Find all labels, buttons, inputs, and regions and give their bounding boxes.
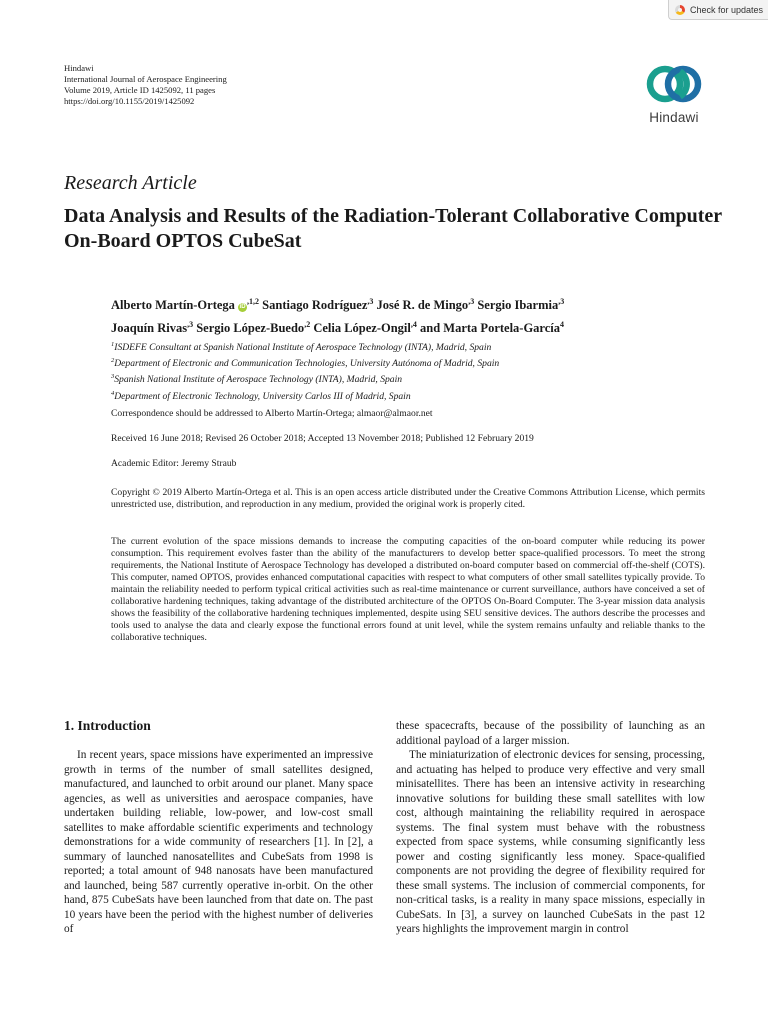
copyright-notice: Copyright © 2019 Alberto Martín-Ortega et al. This is an open access article distributed under the Creative Commons Attribution License, which permits unrestricted use, distribution, and reproduction in any medium, provided the original work is properly cited. [111,487,705,510]
publisher-name: Hindawi [64,63,94,73]
affiliation-num: 2 [111,357,115,365]
author-affil: 2 [306,320,311,330]
left-column [64,748,373,937]
academic-editor: Academic Editor: Jeremy Straub [111,458,237,469]
author-affil: 1,2 [249,297,260,306]
author-name[interactable]: Joaquín Rivas [111,321,188,336]
check-for-updates-button[interactable] [668,0,768,20]
intro-paragraph-continued: these spacecrafts, because of the possibility of launching as an additional payload of a larger mission. [396,720,705,747]
hindawi-logo-text: Hindawi [649,110,699,125]
affiliation-item [111,370,499,386]
publication-dates: Received 16 June 2018; Revised 26 October 2018; Accepted 13 November 2018; Published 12 February 2019 [111,433,534,444]
author-affil: 3 [560,297,565,306]
author-affil: 3 [189,320,194,330]
author-conjunction: and [420,321,441,336]
abstract: The current evolution of the space missions demands to increase the computing capacities of the on-board computer while reducing its power consumption. This requirement evolves faster than the ability of the manufacturers to develop better space-qualified processors. To meet the strong requirements, the National Institute of Aerospace Technology has developed a distributed on-board computer based on commercial off-the-shelf (COTS). This computer, named OPTOS, provides enhanced computational capacities with respect to what computers of other small satellites typically provide. To maintain the reliability needed to perform typical critical activities such as real-time maintenance or current surveillance, authors have conceived a set of collaborative hardening techniques, taking advantage of the distributed architecture of the OPTOS On-Board Computer. The 3-year mission data analysis shows the feasibility of the collaborative hardening techniques implemented, despite using SEU sensitive devices. The authors describe the processes and tools used to analyse the data and clearly expose the functional errors found at unit level, while the system remains unfaulty and reliable thanks to the collaborative techniques. [111,536,705,643]
right-column [396,719,705,937]
affiliation-text: Department of Electronic and Communication Technologies, University Autónoma of Madrid, Spain [114,358,500,370]
check-for-updates-label: Check for updates [690,4,764,15]
affiliation-num: 4 [111,389,115,397]
affiliation-num: 3 [111,373,115,381]
intro-paragraph: The miniaturization of electronic devices for sensing, processing, and actuating has helped to produce very effective and very small minisatellites. There has been an intensive activity in researching innovative solutions for building these small satellites with low cost, although maintaining the reliability required in aerospace systems. The final system must behave with the robustness expected from space systems, while consuming significantly less power and costing significantly less money. Space-qualified components are not providing the degree of flexibility required for these small systems. The inclusion of commercial components, for non-critical tasks, is a reality in many space missions, especially in CubeSats. In [3], a survey on launched CubeSats in the past 12 years highlights the improvement margin in control [396,749,705,935]
article-type: Research Article [64,172,197,194]
author-name[interactable]: Celia López-Ongil [313,321,411,336]
orcid-icon[interactable]: iD [239,304,246,311]
hindawi-rings-icon [642,60,706,108]
author-name[interactable]: Sergio Ibarmia [477,298,559,313]
author-name[interactable]: José R. de Mingo [376,298,469,313]
author-affil: 4 [412,320,417,330]
hindawi-logo [636,60,712,125]
author-name[interactable]: Santiago Rodríguez [262,298,368,313]
section-heading: 1. Introduction [64,718,151,733]
affiliation-item [111,354,499,370]
crossmark-icon [675,5,685,15]
affiliation-text: Department of Electronic Technology, University Carlos III of Madrid, Spain [114,390,411,402]
author-affil: 3 [470,297,475,306]
correspondence: Correspondence should be addressed to Alberto Martín-Ortega; almaor@almaor.net [111,408,433,419]
author-name[interactable]: Sergio López-Buedo [196,321,305,336]
affiliation-item [111,387,499,403]
article-title: Data Analysis and Results of the Radiation-Tolerant Collaborative Computer On-Board OPTOS CubeSat [64,205,722,252]
affiliation-num: 1 [111,341,115,348]
author-name[interactable]: Alberto Martín-Ortega [111,298,235,313]
affiliation-item [111,338,499,354]
doi-link[interactable]: https://doi.org/10.1155/2019/1425092 [64,96,195,106]
journal-meta [64,63,227,107]
affiliation-text: ISDEFE Consultant at Spanish National Institute of Aerospace Technology (INTA), Madrid, Spain [114,342,492,354]
author-affil: 4 [560,320,565,330]
author-name[interactable]: Marta Portela-García [443,321,561,336]
intro-paragraph: In recent years, space missions have experimented an impressive growth in terms of the number of small satellites designed, manufactured, and launched to orbit around our planet. Many space agencies, as well as universities and aerospace companies, have undertaken building reliable, low-power, and low-cost small satellites to make affordable scientific experiments and technology demonstrations for a wide community of researchers [1]. In [2], a summary of launched nanosatellites and CubeSats from 1998 is reported; a total amount of 948 nanosats have been manufactured and launched, being 587 currently operative in-orbit. On the other hand, 875 CubeSats have been launched from that date on. The past 10 years have been the period with the highest number of deliveries of [64,749,373,935]
volume-info: Volume 2019, Article ID 1425092, 11 pages [64,85,216,95]
affiliations [111,338,499,403]
author-affil: 3 [369,297,374,306]
affiliation-text: Spanish National Institute of Aerospace Technology (INTA), Madrid, Spain [114,374,403,386]
author-list: Alberto Martín-Ortega $iD^{,1,2}$ Santiago Rodríguez$^{,3}$ José R. de Mingo$^{,3}$ Sergio Ibarmia$^{,3}$ Joaquín Rivas$^{,3}$ Sergio López-Buedo$^{,2}$ Celia López-Ongil$^{,4}$ and Marta Portela-García$^4$ [111,297,565,336]
journal-name: International Journal of Aerospace Engineering [64,74,227,84]
